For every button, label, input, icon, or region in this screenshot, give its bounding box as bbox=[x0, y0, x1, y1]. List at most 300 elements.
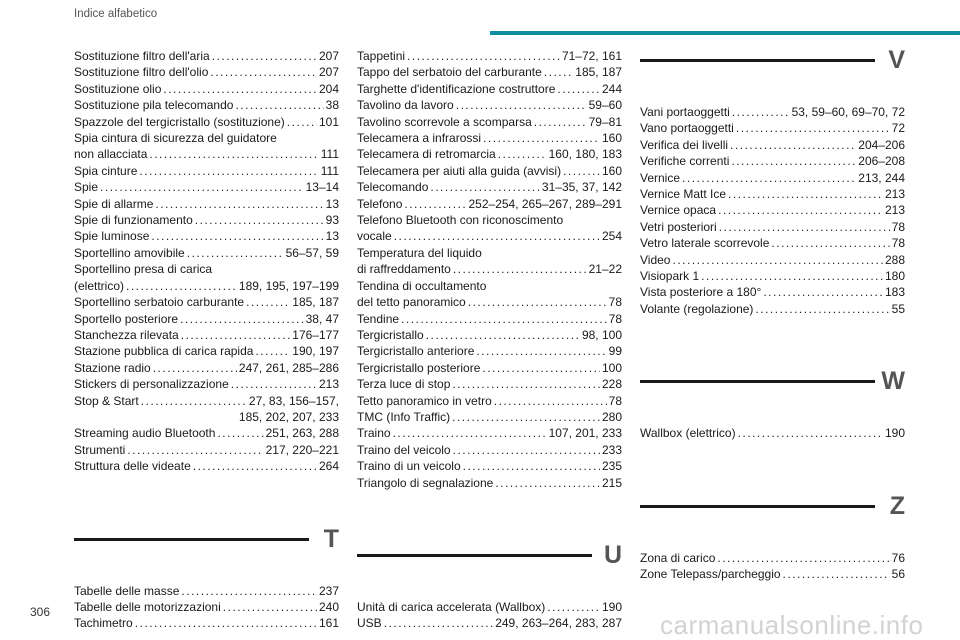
index-entry-line bbox=[74, 196, 339, 212]
page-number: 306 bbox=[30, 605, 51, 619]
index-term: Sostituzione filtro dell'olio bbox=[74, 65, 209, 80]
index-term: Telecomando bbox=[357, 180, 429, 195]
page-reference: 13–14 bbox=[305, 180, 339, 195]
dot-leader bbox=[755, 301, 889, 317]
page-reference: 13 bbox=[325, 196, 339, 211]
index-entry bbox=[74, 64, 339, 80]
index-term: Wallbox (elettrico) bbox=[640, 426, 736, 441]
dot-leader bbox=[149, 146, 318, 162]
index-entry bbox=[357, 245, 622, 278]
index-term: (elettrico) bbox=[74, 278, 125, 293]
index-term: Stickers di personalizzazione bbox=[74, 377, 229, 392]
page-reference: 21–22 bbox=[588, 262, 622, 277]
index-entry bbox=[357, 114, 622, 130]
page-reference: 185, 187 bbox=[575, 65, 622, 80]
index-term: Volante (regolazione) bbox=[640, 301, 754, 316]
dot-leader bbox=[563, 163, 600, 179]
dot-leader bbox=[141, 393, 247, 409]
page-reference: 240 bbox=[318, 599, 339, 614]
page-reference: 251, 263, 288 bbox=[265, 426, 339, 441]
page-reference: 161 bbox=[318, 616, 339, 631]
page-reference: 252–254, 265–267, 289–291 bbox=[468, 196, 622, 211]
index-entry bbox=[357, 475, 622, 491]
index-entry-line bbox=[74, 327, 339, 343]
index-entry bbox=[357, 81, 622, 97]
index-entry bbox=[640, 268, 905, 284]
section-rule bbox=[640, 505, 875, 508]
page-reference: 217, 220–221 bbox=[265, 442, 339, 457]
index-term: Strumenti bbox=[74, 442, 126, 457]
index-entry-line bbox=[357, 48, 622, 64]
index-term: Visiopark 1 bbox=[640, 269, 700, 284]
index-entry bbox=[74, 599, 339, 615]
dot-leader bbox=[718, 202, 883, 218]
index-term: Traino del veicolo bbox=[357, 442, 451, 457]
page-reference: 93 bbox=[325, 213, 339, 228]
index-entry bbox=[640, 202, 905, 218]
page-reference: 189, 195, 197–199 bbox=[238, 278, 339, 293]
index-term: Sportello posteriore bbox=[74, 311, 179, 326]
index-entry-line bbox=[74, 442, 339, 458]
index-term: Stop & Start bbox=[74, 393, 139, 408]
index-entry-line bbox=[357, 615, 622, 631]
section-spacer bbox=[640, 317, 905, 369]
dot-leader bbox=[100, 179, 304, 195]
index-entry bbox=[357, 212, 622, 245]
dot-leader bbox=[193, 458, 317, 474]
index-entry bbox=[74, 130, 339, 163]
dot-leader bbox=[468, 294, 607, 310]
page-reference: 31–35, 37, 142 bbox=[541, 180, 622, 195]
index-column-right bbox=[640, 48, 905, 583]
index-term: Vani portaoggetti bbox=[640, 105, 730, 119]
page-reference: 55 bbox=[891, 301, 905, 316]
page-reference: 207 bbox=[318, 49, 339, 63]
index-entry-line bbox=[640, 202, 905, 218]
dot-leader bbox=[163, 81, 317, 97]
index-entry bbox=[74, 458, 339, 474]
dot-leader bbox=[127, 442, 263, 458]
index-term: Tendina di occultamento bbox=[357, 278, 487, 293]
page-reference: 183 bbox=[884, 285, 905, 300]
index-entry-line bbox=[74, 278, 339, 294]
index-entry-line bbox=[74, 360, 339, 376]
index-entry-line bbox=[640, 550, 905, 566]
index-term: Telefono Bluetooth con riconoscimento bbox=[357, 213, 564, 228]
page-reference: 98, 100 bbox=[581, 327, 622, 342]
index-entry-line bbox=[640, 120, 905, 136]
dot-leader bbox=[181, 327, 291, 343]
index-term: non allacciata bbox=[74, 147, 148, 162]
index-entry bbox=[74, 327, 339, 343]
index-term: Stazione pubblica di carica rapida bbox=[74, 344, 254, 359]
page-reference: 78 bbox=[891, 219, 905, 234]
page-reference: 38 bbox=[325, 98, 339, 113]
index-entry-line bbox=[357, 458, 622, 474]
section-letter: V bbox=[888, 46, 905, 74]
index-entry bbox=[74, 583, 339, 599]
section-rule bbox=[74, 538, 309, 541]
index-term: Tergicristallo anteriore bbox=[357, 344, 475, 359]
dot-leader bbox=[407, 48, 560, 64]
dot-leader bbox=[732, 104, 790, 120]
page-reference: 233 bbox=[601, 442, 622, 457]
index-entry-line bbox=[357, 599, 622, 615]
page-reference: 99 bbox=[608, 344, 622, 359]
index-entry-line bbox=[74, 376, 339, 392]
index-entry-line bbox=[357, 327, 622, 343]
dot-leader bbox=[682, 170, 856, 186]
dot-leader bbox=[495, 475, 600, 491]
dot-leader bbox=[482, 360, 600, 376]
index-entry bbox=[357, 376, 622, 392]
index-entry bbox=[357, 311, 622, 327]
index-entry bbox=[357, 278, 622, 311]
dot-leader bbox=[404, 196, 466, 212]
index-entry bbox=[74, 442, 339, 458]
index-term: Tappo del serbatoio del carburante bbox=[357, 65, 542, 80]
dot-leader bbox=[126, 278, 237, 294]
index-entry-line bbox=[357, 114, 622, 130]
index-entry-line bbox=[640, 301, 905, 317]
index-entry-line bbox=[74, 294, 339, 310]
dot-leader bbox=[151, 228, 323, 244]
index-term: Triangolo di segnalazione bbox=[357, 475, 494, 490]
page-reference: 27, 83, 156–157, bbox=[248, 393, 339, 408]
dot-leader bbox=[534, 114, 587, 130]
index-entry bbox=[74, 360, 339, 376]
index-entry bbox=[357, 615, 622, 631]
page-reference: 206–208 bbox=[858, 154, 905, 169]
index-entry bbox=[74, 114, 339, 130]
index-entry-line bbox=[74, 130, 339, 146]
index-term: Video bbox=[640, 252, 671, 267]
index-entry-line bbox=[74, 425, 339, 441]
index-term: vocale bbox=[357, 229, 392, 244]
index-entry bbox=[640, 170, 905, 186]
index-entry-line bbox=[74, 114, 339, 130]
section-letter: W bbox=[881, 367, 905, 396]
index-term: Telecamera di retromarcia bbox=[357, 147, 496, 162]
dot-leader bbox=[255, 343, 290, 359]
page-reference: 38, 47 bbox=[305, 311, 339, 326]
index-term: Telefono bbox=[357, 196, 403, 211]
index-entry-line bbox=[640, 284, 905, 300]
index-entry bbox=[74, 393, 339, 426]
index-entry bbox=[640, 120, 905, 136]
page-reference: 190 bbox=[601, 599, 622, 614]
watermark: carmanualsonline.info bbox=[660, 610, 924, 640]
index-entry bbox=[74, 425, 339, 441]
index-entry bbox=[357, 130, 622, 146]
dot-leader bbox=[210, 64, 317, 80]
index-entry-line bbox=[74, 311, 339, 327]
index-entry-line bbox=[357, 376, 622, 392]
index-term: Tachimetro bbox=[74, 616, 133, 631]
index-entry bbox=[357, 343, 622, 359]
index-term: Tavolino scorrevole a scomparsa bbox=[357, 114, 532, 129]
index-entry-line bbox=[357, 212, 622, 228]
dot-leader bbox=[544, 64, 573, 80]
index-entry-line bbox=[357, 425, 622, 441]
dot-leader bbox=[394, 228, 600, 244]
index-entry bbox=[74, 343, 339, 359]
page-reference: 72 bbox=[891, 121, 905, 136]
dot-leader bbox=[153, 360, 237, 376]
page-reference: 160 bbox=[601, 163, 622, 178]
index-entry-line bbox=[74, 228, 339, 244]
index-term: Stanchezza rilevata bbox=[74, 327, 179, 342]
index-term: Vernice Matt Ice bbox=[640, 187, 727, 202]
dot-leader bbox=[452, 376, 600, 392]
section-rule bbox=[640, 380, 875, 383]
index-entry bbox=[357, 97, 622, 113]
page-reference: 78 bbox=[891, 236, 905, 251]
index-entry bbox=[74, 97, 339, 113]
dot-leader bbox=[231, 376, 317, 392]
page-reference: 249, 263–264, 283, 287 bbox=[495, 616, 622, 631]
dot-leader bbox=[783, 566, 890, 582]
page-reference: 111 bbox=[320, 147, 339, 162]
index-entry bbox=[74, 228, 339, 244]
section-header-u bbox=[357, 540, 622, 599]
dot-leader bbox=[719, 219, 890, 235]
index-term: Targhette d'identificazione costruttore bbox=[357, 81, 556, 96]
dot-leader bbox=[483, 130, 600, 146]
index-column-middle bbox=[357, 48, 622, 632]
index-entry bbox=[640, 153, 905, 169]
dot-leader bbox=[180, 311, 304, 327]
index-entry-line bbox=[640, 104, 905, 120]
index-entry-line bbox=[640, 566, 905, 582]
section-spacer bbox=[640, 442, 905, 494]
dot-leader bbox=[476, 343, 606, 359]
dot-leader bbox=[217, 425, 263, 441]
index-term: Tergicristallo posteriore bbox=[357, 360, 481, 375]
index-term: Tergicristallo bbox=[357, 327, 424, 342]
index-term: Spie di allarme bbox=[74, 196, 154, 211]
index-term: Vernice bbox=[640, 170, 681, 185]
index-entry bbox=[74, 294, 339, 310]
index-entry bbox=[640, 550, 905, 566]
index-entry bbox=[357, 146, 622, 162]
index-entry-line bbox=[357, 245, 622, 261]
index-term: Tavolino da lavoro bbox=[357, 98, 454, 113]
index-entry bbox=[357, 196, 622, 212]
page-reference: 53, 59–60, 69–70, 72 bbox=[791, 105, 905, 119]
dot-leader bbox=[401, 311, 607, 327]
index-term: Sostituzione filtro dell'aria bbox=[74, 49, 210, 63]
dot-leader bbox=[738, 425, 883, 441]
index-entry-line bbox=[74, 212, 339, 228]
index-entry-line bbox=[357, 393, 622, 409]
dot-leader bbox=[187, 245, 284, 261]
index-term: Spazzole del tergicristallo (sostituzione) bbox=[74, 114, 285, 129]
section-header-z bbox=[640, 491, 905, 550]
index-term: Vetro laterale scorrevole bbox=[640, 236, 770, 251]
page-reference: 247, 261, 285–286 bbox=[238, 360, 339, 375]
page-reference: 185, 187 bbox=[292, 295, 339, 310]
dot-leader bbox=[453, 442, 600, 458]
index-term: Vano portaoggetti bbox=[640, 121, 734, 136]
index-entry bbox=[74, 48, 339, 64]
dot-leader bbox=[212, 48, 317, 64]
page-reference: 100 bbox=[601, 360, 622, 375]
dot-leader bbox=[393, 425, 547, 441]
header-accent-bar bbox=[490, 31, 960, 35]
page-reference: 207 bbox=[318, 65, 339, 80]
index-entry bbox=[357, 599, 622, 615]
dot-leader bbox=[135, 615, 317, 631]
section-letter: Z bbox=[889, 491, 905, 520]
dot-leader bbox=[287, 114, 317, 130]
index-entry bbox=[74, 196, 339, 212]
index-entry-line bbox=[74, 245, 339, 261]
index-term: del tetto panoramico bbox=[357, 295, 466, 310]
index-entry bbox=[640, 104, 905, 120]
index-entry-line bbox=[357, 146, 622, 162]
dot-leader bbox=[731, 153, 856, 169]
index-term: Traino bbox=[357, 426, 391, 441]
index-entry-line bbox=[357, 179, 622, 195]
page-reference: 78 bbox=[608, 295, 622, 310]
index-entry-line bbox=[357, 261, 622, 277]
index-entry-line bbox=[74, 583, 339, 599]
dot-leader bbox=[717, 550, 889, 566]
page-reference: 76 bbox=[891, 550, 905, 565]
page-reference: 215 bbox=[601, 475, 622, 490]
index-entry-line bbox=[357, 294, 622, 310]
index-entry-line bbox=[74, 615, 339, 631]
page-reference: 56 bbox=[891, 567, 905, 582]
index-entry bbox=[640, 425, 905, 441]
index-entry-line bbox=[357, 81, 622, 97]
dot-leader bbox=[195, 212, 324, 228]
index-entry-line bbox=[74, 146, 339, 162]
index-entry-line bbox=[357, 130, 622, 146]
section-header-w bbox=[640, 369, 905, 425]
index-entry bbox=[640, 252, 905, 268]
dot-leader bbox=[771, 235, 889, 251]
page-reference: 78 bbox=[608, 311, 622, 326]
section-rule bbox=[357, 554, 592, 557]
index-entry bbox=[74, 81, 339, 97]
index-term: Telecamera a infrarossi bbox=[357, 131, 482, 146]
index-entry-line bbox=[357, 228, 622, 244]
index-entry bbox=[74, 179, 339, 195]
index-entry-line bbox=[640, 268, 905, 284]
index-entry bbox=[357, 64, 622, 80]
index-term: Traino di un veicolo bbox=[357, 459, 461, 474]
index-term: Spie bbox=[74, 180, 99, 195]
dot-leader bbox=[452, 409, 600, 425]
dot-leader bbox=[430, 179, 540, 195]
section-rule bbox=[640, 59, 875, 62]
index-entry bbox=[357, 179, 622, 195]
index-entry-line bbox=[74, 64, 339, 80]
index-term: Tappetini bbox=[357, 49, 406, 63]
dot-leader bbox=[701, 268, 883, 284]
index-entry-line bbox=[357, 278, 622, 294]
index-term: Sostituzione olio bbox=[74, 81, 162, 96]
dot-leader bbox=[494, 393, 607, 409]
index-entry-line bbox=[74, 261, 339, 277]
index-entry-line bbox=[640, 153, 905, 169]
index-entry-line bbox=[74, 343, 339, 359]
index-entry-line bbox=[357, 409, 622, 425]
section-letter: T bbox=[323, 524, 339, 553]
page-reference: 254 bbox=[601, 229, 622, 244]
page-reference: 213 bbox=[884, 203, 905, 218]
page-reference: 235 bbox=[601, 459, 622, 474]
index-term: Tabelle delle motorizzazioni bbox=[74, 599, 221, 614]
index-entry bbox=[640, 566, 905, 582]
index-entry bbox=[640, 137, 905, 153]
index-entry-line bbox=[357, 163, 622, 179]
dot-leader bbox=[672, 252, 882, 268]
page-reference: 288 bbox=[884, 252, 905, 267]
index-term: Sostituzione pila telecomando bbox=[74, 98, 234, 113]
index-entry-line bbox=[357, 196, 622, 212]
index-entry-line bbox=[357, 311, 622, 327]
index-term: Vernice opaca bbox=[640, 203, 717, 218]
index-term: Sportellino presa di carica bbox=[74, 262, 213, 277]
dot-leader bbox=[763, 284, 883, 300]
index-entry bbox=[357, 327, 622, 343]
index-term: Streaming audio Bluetooth bbox=[74, 426, 216, 441]
page-reference: 190, 197 bbox=[292, 344, 339, 359]
page-reference: 160 bbox=[601, 131, 622, 146]
index-entry-line bbox=[74, 458, 339, 474]
dot-leader bbox=[463, 458, 600, 474]
page-reference-continuation: 185, 202, 207, 233 bbox=[238, 409, 339, 424]
index-entry-line bbox=[357, 442, 622, 458]
dot-leader bbox=[426, 327, 580, 343]
section-spacer bbox=[74, 475, 339, 527]
page-reference: 13 bbox=[325, 229, 339, 244]
dot-leader bbox=[547, 599, 600, 615]
section-spacer bbox=[357, 491, 622, 543]
dot-leader bbox=[181, 583, 317, 599]
index-entry-line bbox=[357, 97, 622, 113]
index-entry bbox=[357, 458, 622, 474]
index-entry bbox=[357, 442, 622, 458]
index-term: Temperatura del liquido bbox=[357, 245, 482, 260]
index-entry-line bbox=[74, 163, 339, 179]
page-reference: 56–57, 59 bbox=[285, 245, 339, 260]
index-entry bbox=[357, 163, 622, 179]
dot-leader bbox=[736, 120, 890, 136]
page-reference: 176–177 bbox=[292, 327, 339, 342]
index-entry bbox=[640, 186, 905, 202]
dot-leader bbox=[235, 97, 323, 113]
page-reference: 213 bbox=[318, 377, 339, 392]
index-entry-line bbox=[640, 252, 905, 268]
dot-leader bbox=[139, 163, 318, 179]
index-entry bbox=[357, 48, 622, 64]
dot-leader bbox=[453, 261, 587, 277]
index-entry-line bbox=[74, 48, 339, 64]
index-term: Spia cinture bbox=[74, 163, 138, 178]
dot-leader bbox=[456, 97, 587, 113]
dot-leader bbox=[384, 615, 494, 631]
index-entry bbox=[357, 393, 622, 409]
index-term: Tendine bbox=[357, 311, 400, 326]
page-reference: 204 bbox=[318, 81, 339, 96]
index-term: Struttura delle videate bbox=[74, 459, 191, 474]
index-term: Zone Telepass/parcheggio bbox=[640, 567, 781, 582]
index-term: Sportellino serbatoio carburante bbox=[74, 295, 245, 310]
